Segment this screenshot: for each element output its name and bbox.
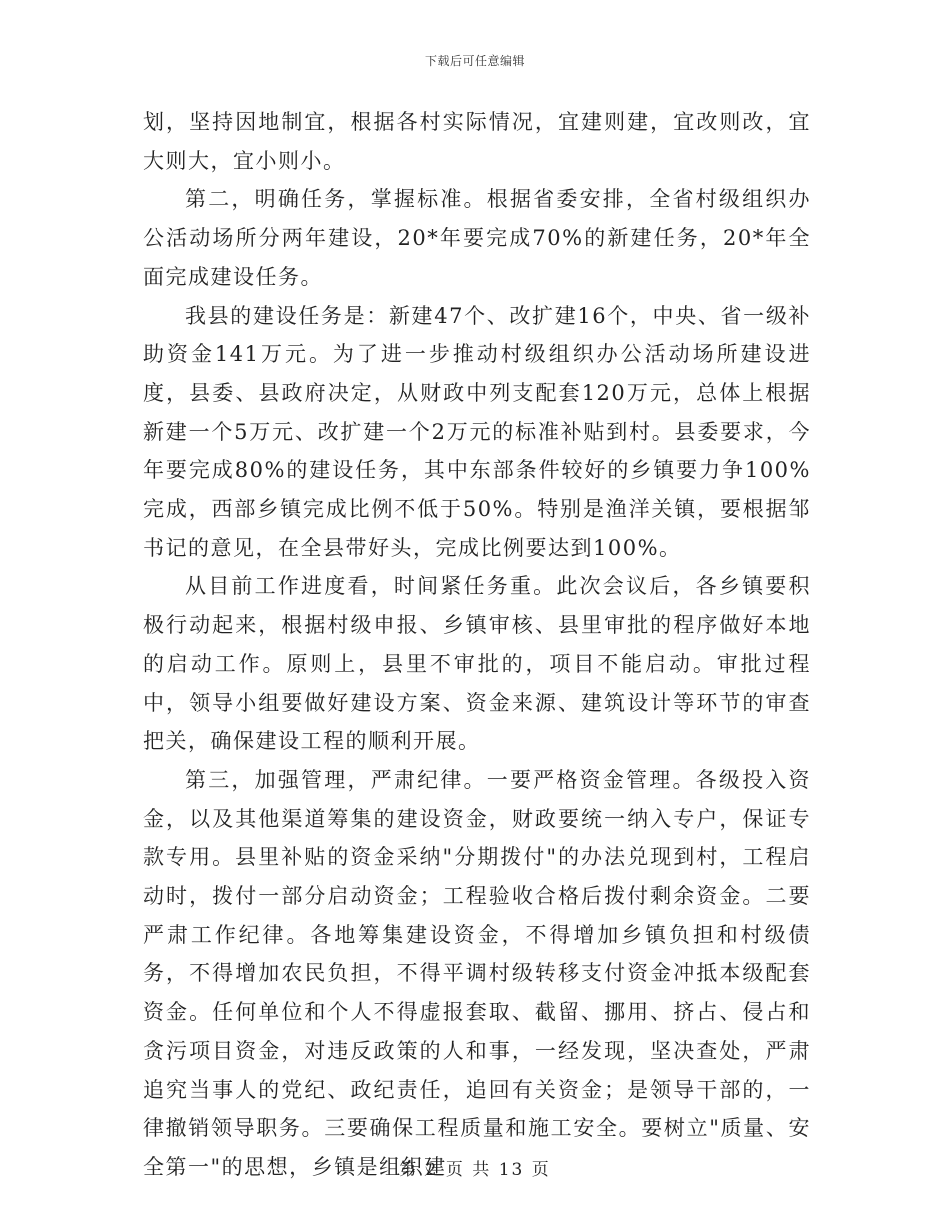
page-header: 下载后可任意编辑	[424, 54, 525, 68]
paragraph-2: 第二，明确任务，掌握标准。根据省委安排，全省村级组织办公活动场所分两年建设，20*年要完成70%的新建任务，20*年全面完成建设任务。	[143, 187, 811, 289]
page-footer: 第 2 页 共 13 页	[399, 1160, 551, 1180]
paragraph-1: 划，坚持因地制宜，根据各村实际情况，宜建则建，宜改则改，宜大则大，宜小则小。	[143, 110, 811, 173]
body-text	[143, 103, 811, 1187]
paragraph-3: 我县的建设任务是：新建47个、改扩建16个，中央、省一级补助资金141万元。为了进一步推动村级组织办公活动场所建设进度，县委、县政府决定，从财政中列支配套120万元，总体上根据新建一个5万元、改扩建一个2万元的标准补贴到村。县委要求，今年要完成80%的建设任务，其中东部条件较好的乡镇要力争100%完成，西部乡镇完成比例不低于50%。特别是渔洋关镇，要根据邹书记的意见，在全县带好头，完成比例要达到100%。	[143, 303, 811, 560]
paragraph-4: 从目前工作进度看，时间紧任务重。此次会议后，各乡镇要积极行动起来，根据村级申报、乡镇审核、县里审批的程序做好本地的启动工作。原则上，县里不审批的，项目不能启动。审批过程中，领导小组要做好建设方案、资金来源、建筑设计等环节的审查把关，确保建设工程的顺利开展。	[143, 574, 811, 754]
paragraph-5: 第三，加强管理，严肃纪律。一要严格资金管理。各级投入资金，以及其他渠道筹集的建设资金，财政要统一纳入专户，保证专款专用。县里补贴的资金采纳"分期拨付"的办法兑现到村，工程启动时，拨付一部分启动资金；工程验收合格后拨付剩余资金。二要严肃工作纪律。各地筹集建设资金，不得增加乡镇负担和村级债务，不得增加农民负担，不得平调村级转移支付资金冲抵本级配套资金。任何单位和个人不得虚报套取、截留、挪用、挤占、侵占和贪污项目资金，对违反政策的人和事，一经发现，坚决查处，严肃追究当事人的党纪、政纪责任，追回有关资金；是领导干部的，一律撤销领导职务。三要确保工程质量和施工安全。要树立"质量、安全第一"的思想，乡镇是组织建	[143, 767, 811, 1179]
